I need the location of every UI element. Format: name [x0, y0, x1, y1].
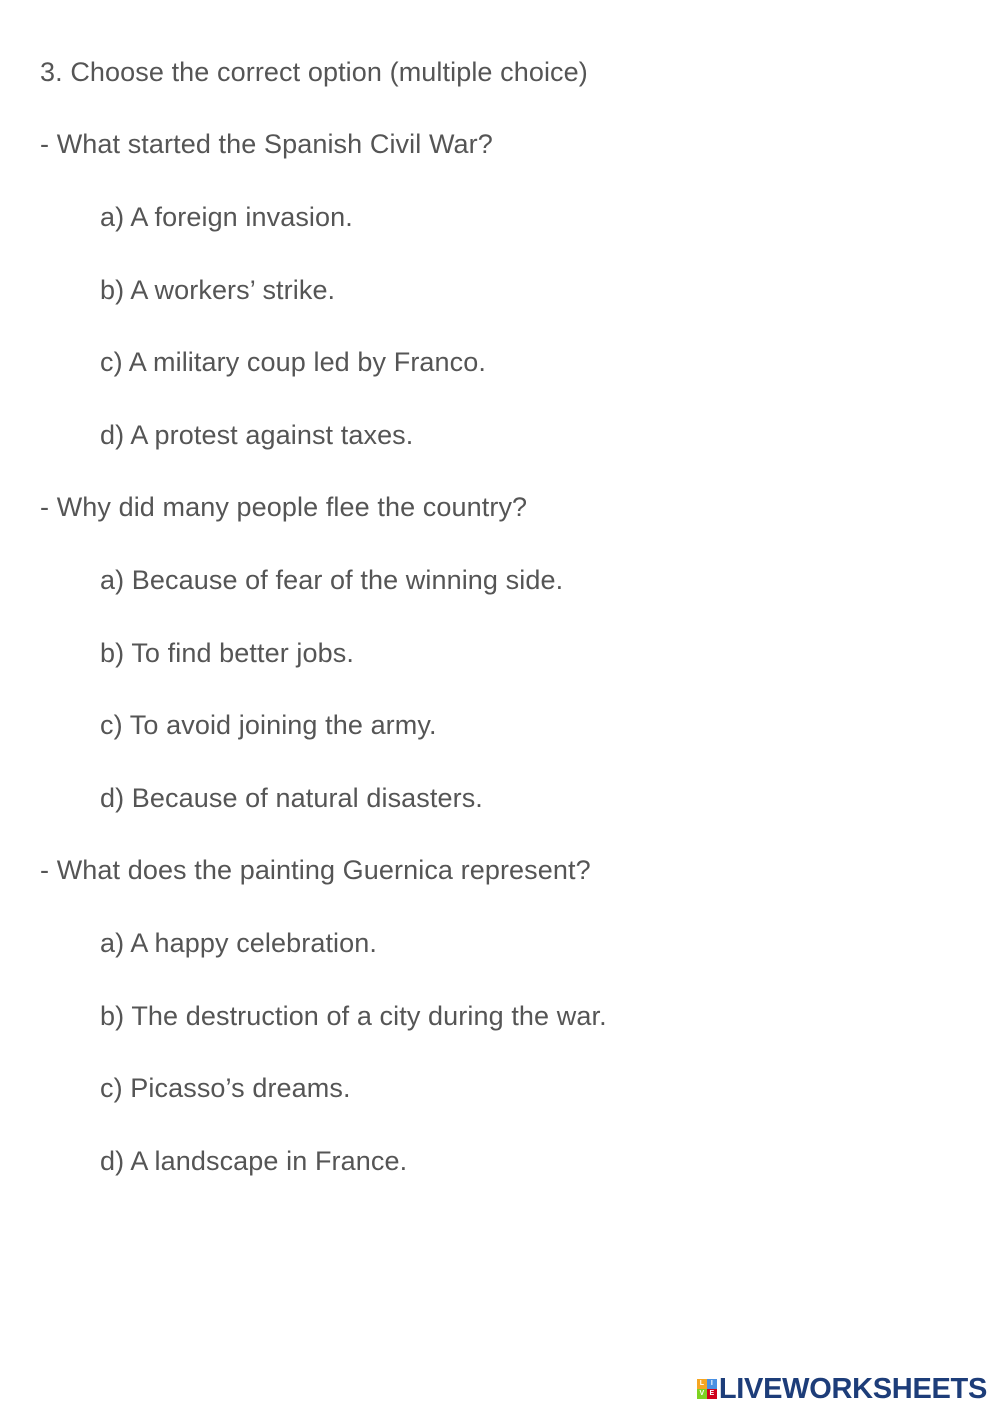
- liveworksheets-logo: [697, 1372, 987, 1406]
- question-3-option-a: a) A happy celebration.: [100, 928, 377, 958]
- question-2-option-c: c) To avoid joining the army.: [100, 710, 437, 740]
- question-2-option-b: b) To find better jobs.: [100, 638, 354, 668]
- question-1-option-a: a) A foreign invasion.: [100, 202, 353, 232]
- logo-mark-e: E: [707, 1389, 717, 1399]
- section-heading: 3. Choose the correct option (multiple choice): [40, 57, 588, 87]
- question-3-option-b: b) The destruction of a city during the war.: [100, 1001, 607, 1031]
- logo-mark-i: I: [707, 1379, 717, 1389]
- question-2-prompt: - Why did many people flee the country?: [40, 492, 528, 522]
- question-3-option-c: c) Picasso’s dreams.: [100, 1073, 351, 1103]
- logo-mark-l: L: [697, 1379, 707, 1389]
- question-1-option-b: b) A workers’ strike.: [100, 275, 336, 305]
- question-2-option-d: d) Because of natural disasters.: [100, 783, 483, 813]
- liveworksheets-logo-icon: [697, 1379, 717, 1399]
- question-2-option-a: a) Because of fear of the winning side.: [100, 565, 564, 595]
- logo-mark-v: V: [697, 1389, 707, 1399]
- question-3-prompt: - What does the painting Guernica represent?: [40, 855, 591, 885]
- question-1-option-d: d) A protest against taxes.: [100, 420, 414, 450]
- question-1-prompt: - What started the Spanish Civil War?: [40, 129, 493, 159]
- question-1-option-c: c) A military coup led by Franco.: [100, 347, 486, 377]
- question-3-option-d: d) A landscape in France.: [100, 1146, 408, 1176]
- logo-text: LIVEWORKSHEETS: [718, 1372, 987, 1405]
